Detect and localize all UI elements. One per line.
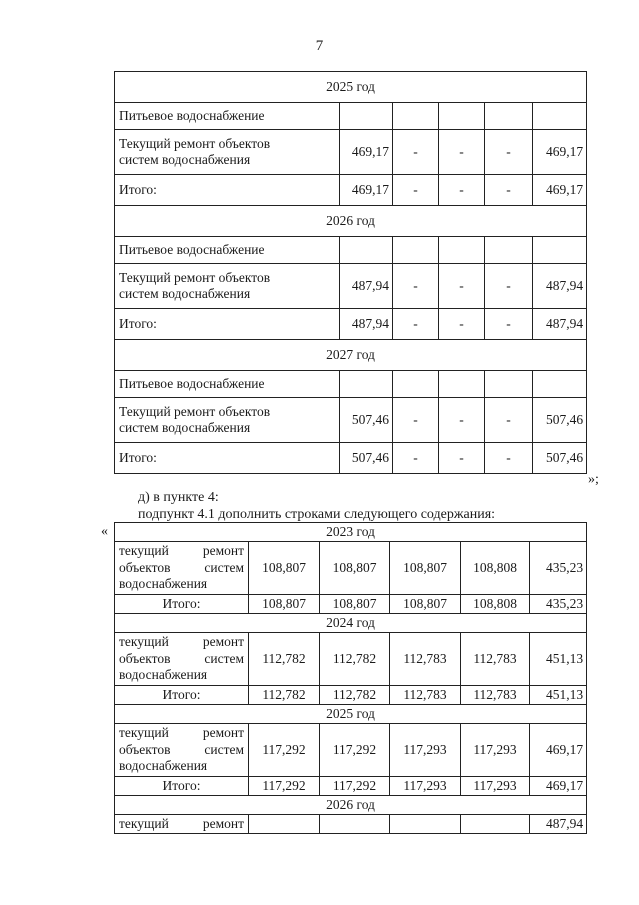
total-label: Итого: (115, 443, 340, 474)
total-value-cell: 507,46 (533, 443, 587, 474)
section-row (115, 103, 587, 130)
empty-cell (249, 815, 320, 834)
value-cell: - (485, 398, 533, 443)
work-label-line: объектов систем (119, 650, 244, 666)
total-label: Итого: (115, 777, 249, 796)
total-value-cell: 469,17 (533, 175, 587, 206)
total-value-cell: 112,782 (249, 686, 320, 705)
total-value-cell: 451,13 (530, 686, 587, 705)
section-label: Питьевое водоснабжение (115, 237, 340, 264)
value-cell: 487,94 (530, 815, 587, 834)
work-label-line: систем водоснабжения (119, 152, 251, 167)
empty-cell (393, 103, 439, 130)
year-header: 2025 год (115, 72, 587, 103)
value-cell: 117,293 (390, 724, 461, 777)
work-label (115, 815, 249, 834)
work-label-line: Текущий ремонт объектов (119, 270, 271, 285)
total-row (115, 309, 587, 340)
value-cell: 469,17 (533, 130, 587, 175)
empty-cell (390, 815, 461, 834)
total-value-cell: - (393, 175, 439, 206)
value-cell: - (439, 130, 485, 175)
paragraph-subitem: подпункт 4.1 дополнить строками следующего содержания: (138, 507, 496, 522)
total-value-cell: 112,783 (390, 686, 461, 705)
work-label (115, 542, 249, 595)
year-header-row (115, 796, 587, 815)
empty-cell (439, 371, 485, 398)
value-cell: 108,807 (390, 542, 461, 595)
total-value-cell: 435,23 (530, 595, 587, 614)
empty-cell (461, 815, 530, 834)
year-header: 2024 год (115, 614, 587, 633)
value-cell: 469,17 (530, 724, 587, 777)
section-label: Питьевое водоснабжение (115, 103, 340, 130)
paragraph-item-d: д) в пункте 4: (138, 490, 219, 505)
work-row (115, 264, 587, 309)
value-cell: 112,782 (249, 633, 320, 686)
value-cell: 117,292 (320, 724, 390, 777)
empty-cell (320, 815, 390, 834)
value-cell: 469,17 (340, 130, 393, 175)
work-label-line: текущий ремонт (119, 634, 244, 650)
total-value-cell: 469,17 (530, 777, 587, 796)
total-value-cell: 117,292 (320, 777, 390, 796)
section-label: Питьевое водоснабжение (115, 371, 340, 398)
work-label-line: водоснабжения (119, 758, 208, 774)
value-cell: 112,783 (390, 633, 461, 686)
work-row (115, 542, 587, 595)
total-value-cell: 487,94 (340, 309, 393, 340)
work-label-line: текущий ремонт (119, 543, 244, 559)
work-label (115, 398, 340, 443)
page-number: 7 (315, 38, 324, 54)
empty-cell (533, 103, 587, 130)
year-header: 2026 год (115, 796, 587, 815)
value-cell: 112,783 (461, 633, 530, 686)
empty-cell (393, 237, 439, 264)
total-value-cell: - (439, 309, 485, 340)
value-cell: - (439, 264, 485, 309)
work-row (115, 130, 587, 175)
year-header: 2027 год (115, 340, 587, 371)
value-cell: - (393, 130, 439, 175)
work-label-line: Текущий ремонт объектов (119, 136, 271, 151)
value-cell: 117,293 (461, 724, 530, 777)
work-row (115, 724, 587, 777)
total-row (115, 777, 587, 796)
total-value-cell: - (393, 443, 439, 474)
value-cell: 117,292 (249, 724, 320, 777)
year-header-row (115, 340, 587, 371)
value-cell: - (439, 398, 485, 443)
value-cell: - (485, 130, 533, 175)
empty-cell (485, 237, 533, 264)
empty-cell (340, 371, 393, 398)
work-row-truncated (115, 815, 587, 834)
value-cell: 487,94 (340, 264, 393, 309)
year-header-row (115, 72, 587, 103)
empty-cell (340, 103, 393, 130)
work-label-line: водоснабжения (119, 576, 208, 592)
total-value-cell: 507,46 (340, 443, 393, 474)
work-label (115, 633, 249, 686)
value-cell: - (393, 398, 439, 443)
empty-cell (439, 237, 485, 264)
closing-quote: »; (588, 472, 599, 487)
empty-cell (393, 371, 439, 398)
empty-cell (533, 371, 587, 398)
work-label-line: систем водоснабжения (119, 286, 251, 301)
work-label-line: водоснабжения (119, 667, 208, 683)
total-value-cell: 108,807 (390, 595, 461, 614)
total-value-cell: - (485, 443, 533, 474)
total-value-cell: 117,293 (461, 777, 530, 796)
year-header-row (115, 614, 587, 633)
funding-table-2023-2026 (114, 522, 587, 834)
value-cell: 507,46 (340, 398, 393, 443)
value-cell: 108,808 (461, 542, 530, 595)
total-value-cell: 469,17 (340, 175, 393, 206)
total-value-cell: 487,94 (533, 309, 587, 340)
total-row (115, 686, 587, 705)
funding-table-2025-2027 (114, 71, 587, 474)
section-row (115, 237, 587, 264)
value-cell: - (393, 264, 439, 309)
total-label: Итого: (115, 686, 249, 705)
work-label-line: текущий ремонт (119, 725, 244, 741)
total-row (115, 443, 587, 474)
year-header: 2026 год (115, 206, 587, 237)
total-row (115, 175, 587, 206)
year-header-row (115, 705, 587, 724)
work-label-line: систем водоснабжения (119, 420, 251, 435)
total-value-cell: 112,782 (320, 686, 390, 705)
value-cell: 108,807 (320, 542, 390, 595)
total-value-cell: 117,293 (390, 777, 461, 796)
total-label: Итого: (115, 595, 249, 614)
total-value-cell: - (485, 309, 533, 340)
work-label (115, 264, 340, 309)
empty-cell (439, 103, 485, 130)
value-cell: 112,782 (320, 633, 390, 686)
work-row (115, 398, 587, 443)
total-label: Итого: (115, 175, 340, 206)
total-value-cell: - (439, 443, 485, 474)
year-header-row (115, 523, 587, 542)
year-header: 2025 год (115, 705, 587, 724)
work-label (115, 130, 340, 175)
value-cell: 435,23 (530, 542, 587, 595)
value-cell: - (485, 264, 533, 309)
total-value-cell: - (439, 175, 485, 206)
year-header: 2023 год (115, 523, 587, 542)
work-label-line: Текущий ремонт объектов (119, 404, 271, 419)
total-value-cell: 108,807 (249, 595, 320, 614)
total-label: Итого: (115, 309, 340, 340)
work-label-line: объектов систем (119, 559, 244, 575)
total-value-cell: - (393, 309, 439, 340)
work-row (115, 633, 587, 686)
work-label-line: текущий ремонт (119, 816, 244, 831)
value-cell: 451,13 (530, 633, 587, 686)
empty-cell (485, 103, 533, 130)
total-row (115, 595, 587, 614)
work-label-line: объектов систем (119, 741, 244, 757)
total-value-cell: 108,808 (461, 595, 530, 614)
total-value-cell: 117,292 (249, 777, 320, 796)
year-header-row (115, 206, 587, 237)
section-row (115, 371, 587, 398)
value-cell: 487,94 (533, 264, 587, 309)
work-label (115, 724, 249, 777)
empty-cell (485, 371, 533, 398)
empty-cell (533, 237, 587, 264)
opening-quote: « (101, 524, 108, 539)
total-value-cell: 108,807 (320, 595, 390, 614)
total-value-cell: 112,783 (461, 686, 530, 705)
value-cell: 108,807 (249, 542, 320, 595)
empty-cell (340, 237, 393, 264)
total-value-cell: - (485, 175, 533, 206)
value-cell: 507,46 (533, 398, 587, 443)
